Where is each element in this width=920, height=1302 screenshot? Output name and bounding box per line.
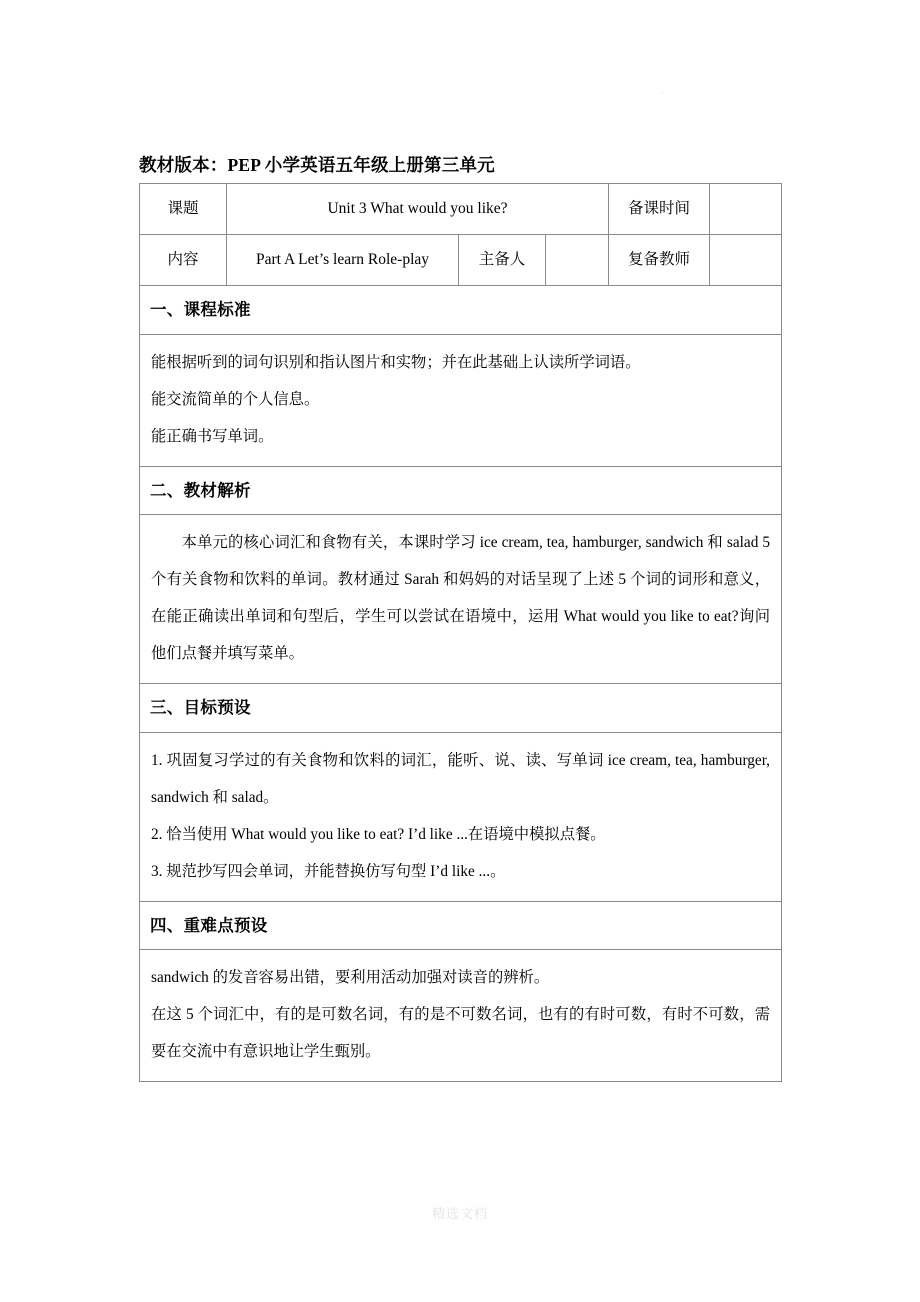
paragraph: 2. 恰当使用 What would you like to eat? I’d like ...在语境中模拟点餐。: [151, 825, 606, 843]
cell-content-value[interactable]: Part A Let’s learn Role-play: [227, 235, 459, 286]
paragraph: 能根据听到的词句识别和指认图片和实物；并在此基础上认读所学词语。: [151, 353, 641, 371]
paragraph: 能正确书写单词。: [151, 427, 274, 445]
page-mark-dot: [661, 92, 663, 94]
section-body-row: [140, 732, 782, 901]
table-row: [140, 184, 782, 235]
paragraph: 3. 规范抄写四会单词，并能替换仿写句型 I’d like ...。: [151, 862, 506, 880]
section-heading-objectives: 三、目标预设: [140, 684, 782, 733]
section-body-row: [140, 515, 782, 684]
cell-prep-time-label: 备课时间: [609, 184, 710, 235]
section-heading-row: [140, 466, 782, 515]
section-body-objectives: [140, 732, 782, 901]
cell-review-teacher-label: 复备教师: [609, 235, 710, 286]
cell-content-label: 内容: [140, 235, 227, 286]
section-body-row: [140, 334, 782, 466]
paragraph: 在这 5 个词汇中，有的是可数名词，有的是不可数名词，也有的有时可数，有时不可数，需要在交流中有意识地让学生甄别。: [151, 1006, 771, 1061]
paragraph: 1. 巩固复习学过的有关食物和饮料的词汇，能听、说、读、写单词 ice cream, tea, hamburger, sandwich 和 salad。: [151, 751, 771, 806]
lesson-plan-table: [139, 183, 782, 1082]
cell-main-preparer-label: 主备人: [459, 235, 546, 286]
paragraph: 本单元的核心词汇和食物有关，本课时学习 ice cream, tea, hamburger, sandwich 和 salad 5 个有关食物和饮料的单词。教材通过 Sarah 和妈妈的对话呈现了上述 5 个词的词形和意义，在能正确读出单词和句型后，学生可以尝试在语境中，运用 What would you like to eat?询问他们点餐并填写菜单。: [151, 534, 771, 663]
paragraph: sandwich 的发音容易出错，要利用活动加强对读音的辨析。: [151, 969, 550, 987]
cell-topic-value[interactable]: Unit 3 What would you like?: [227, 184, 609, 235]
cell-topic-label: 课题: [140, 184, 227, 235]
section-body-key-difficulties: [140, 950, 782, 1082]
section-heading-key-difficulties: 四、重难点预设: [140, 901, 782, 950]
section-heading-row: [140, 286, 782, 335]
section-body-curriculum-standard: [140, 334, 782, 466]
cell-review-teacher-value[interactable]: [710, 235, 782, 286]
table-row: [140, 235, 782, 286]
footer-watermark: 精选文档: [431, 1206, 488, 1221]
cell-main-preparer-value[interactable]: [546, 235, 609, 286]
paragraph: 能交流简单的个人信息。: [151, 390, 320, 408]
section-heading-curriculum-standard: 一、课程标准: [140, 286, 782, 335]
section-heading-material-analysis: 二、教材解析: [140, 466, 782, 515]
section-body-row: [140, 950, 782, 1082]
section-body-material-analysis: [140, 515, 782, 684]
section-heading-row: [140, 684, 782, 733]
section-heading-row: [140, 901, 782, 950]
page-title: 教材版本：PEP 小学英语五年级上册第三单元: [139, 155, 495, 175]
cell-prep-time-value[interactable]: [710, 184, 782, 235]
